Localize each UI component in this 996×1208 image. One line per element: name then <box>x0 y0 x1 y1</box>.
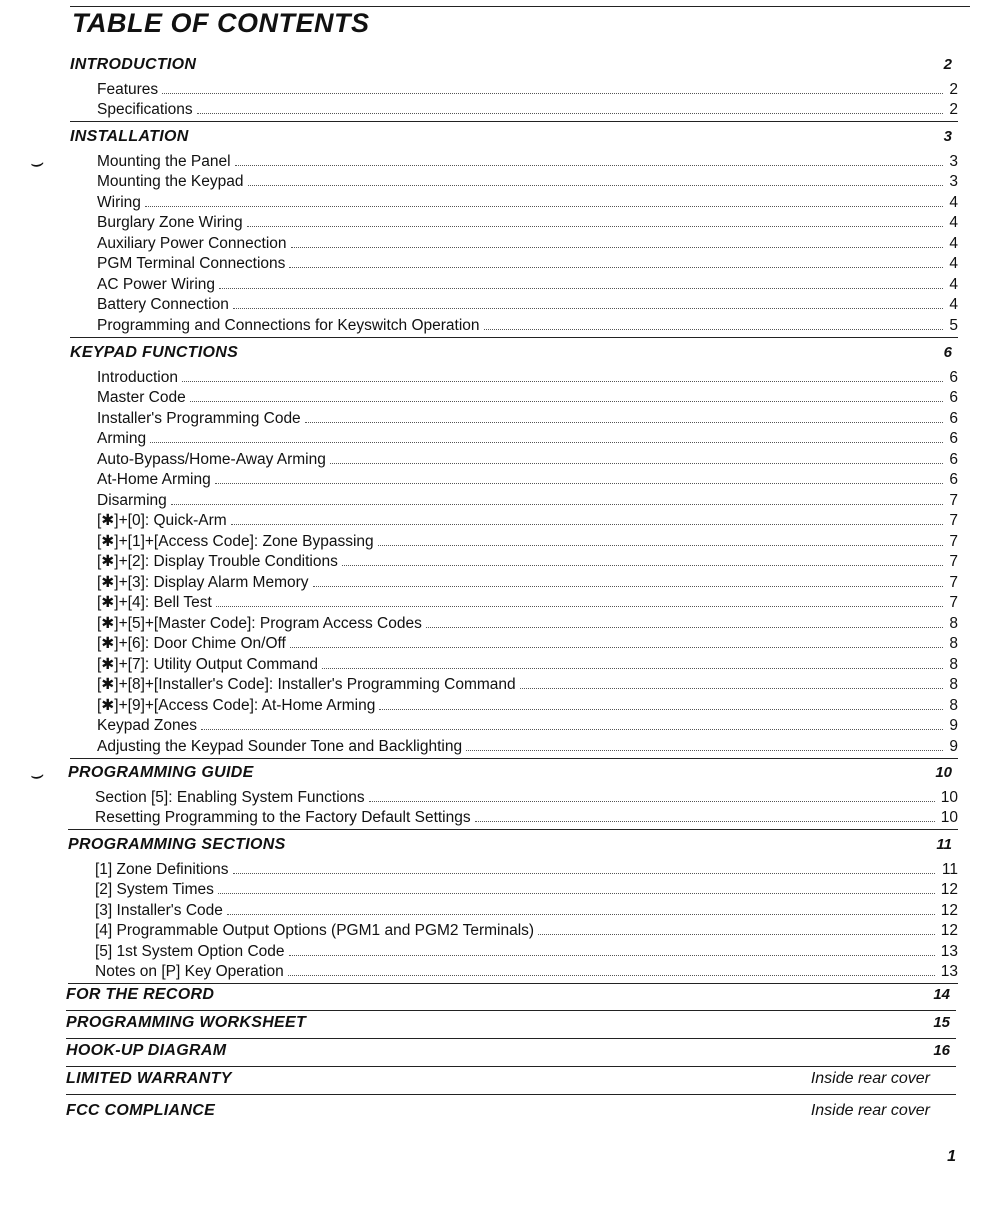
section-title: INTRODUCTION <box>70 56 197 73</box>
entry-page-number: 9 <box>949 717 958 734</box>
dot-leader <box>235 165 943 166</box>
entry-label: Arming <box>97 430 147 447</box>
section-title: LIMITED WARRANTY <box>66 1070 232 1087</box>
entry-label: Keypad Zones <box>97 717 197 734</box>
entry-label: [2] System Times <box>95 881 214 898</box>
section-heading <box>70 128 958 150</box>
entry-label: [✱]+[1]+[Access Code]: Zone Bypassing <box>97 532 374 550</box>
dot-leader <box>288 975 935 976</box>
toc-entry <box>70 694 958 715</box>
entry-page-number: 12 <box>940 881 958 898</box>
dot-leader <box>150 442 943 443</box>
section-title: HOOK-UP DIAGRAM <box>66 1042 227 1059</box>
entry-label: Installer's Programming Code <box>97 409 301 427</box>
entry-label: [✱]+[7]: Utility Output Command <box>97 655 319 673</box>
section-page-number: 16 <box>933 1042 950 1059</box>
toc-entry <box>70 212 958 233</box>
toc-entry <box>68 807 958 828</box>
entry-page-number: 9 <box>949 737 958 755</box>
entry-label: [5] 1st System Option Code <box>95 942 285 960</box>
dot-leader <box>379 709 943 710</box>
section-heading <box>68 836 958 858</box>
section-divider <box>68 829 958 830</box>
toc-section <box>70 128 958 338</box>
entry-label: Specifications <box>97 101 193 118</box>
toc-entry <box>70 273 958 294</box>
entry-label: Auxiliary Power Connection <box>97 234 287 252</box>
entry-label: Auto-Bypass/Home-Away Arming <box>97 450 326 468</box>
entry-page-number: 6 <box>949 430 958 447</box>
entry-page-number: 12 <box>940 901 958 919</box>
toc-entry <box>70 592 958 613</box>
entry-page-number: 8 <box>949 676 958 693</box>
section-heading <box>68 764 958 786</box>
dot-leader <box>313 586 943 587</box>
toc-section <box>68 836 958 984</box>
toc-entry <box>70 387 958 408</box>
entry-page-number: 4 <box>949 275 958 293</box>
toc-entry <box>70 428 958 449</box>
toc-entry <box>70 366 958 387</box>
entry-page-number: 7 <box>949 573 958 591</box>
toc-entry <box>70 469 958 490</box>
entry-label: [✱]+[2]: Display Trouble Conditions <box>97 553 338 570</box>
dot-leader <box>227 914 935 915</box>
toc-entry <box>70 571 958 592</box>
section-title: PROGRAMMING SECTIONS <box>68 836 286 853</box>
entry-label: Master Code <box>97 389 186 406</box>
dot-leader <box>330 463 943 464</box>
entry-label: Disarming <box>97 491 167 509</box>
entry-label: [4] Programmable Output Options (PGM1 and PGM2 Terminals) <box>95 922 535 939</box>
dot-leader <box>426 627 943 628</box>
toc-entry <box>70 715 958 736</box>
toc-entry <box>70 232 958 253</box>
entry-page-number: 6 <box>949 389 958 406</box>
entry-page-number: 7 <box>949 491 958 509</box>
section-page-number: 14 <box>933 986 950 1003</box>
section-heading <box>70 56 958 78</box>
toc-entry <box>70 294 958 315</box>
toc-section <box>66 1070 956 1095</box>
entry-label: [✱]+[3]: Display Alarm Memory <box>97 573 309 591</box>
toc-entry <box>70 150 958 171</box>
entry-page-number: 7 <box>949 553 958 570</box>
toc-entry <box>68 961 958 982</box>
section-divider <box>66 1010 956 1011</box>
toc-entry <box>70 448 958 469</box>
section-page-number: 6 <box>943 344 952 361</box>
toc-entry <box>70 674 958 695</box>
toc-section <box>66 986 956 1011</box>
dot-leader <box>216 606 943 607</box>
entry-label: Introduction <box>97 368 178 386</box>
top-rule <box>70 6 970 7</box>
toc-entry <box>68 786 958 807</box>
dot-leader <box>182 381 943 382</box>
toc-section <box>66 1102 956 1124</box>
toc-entry <box>70 530 958 551</box>
section-divider <box>66 1038 956 1039</box>
entry-page-number: 4 <box>949 234 958 252</box>
entry-label: AC Power Wiring <box>97 275 215 293</box>
page-title: TABLE OF CONTENTS <box>72 8 370 38</box>
toc-section <box>70 56 958 122</box>
entry-page-number: 3 <box>949 173 958 190</box>
section-heading <box>66 1102 956 1124</box>
entry-page-number: 12 <box>940 922 958 939</box>
section-heading <box>66 986 956 1008</box>
section-divider <box>66 1094 956 1095</box>
dot-leader <box>484 329 943 330</box>
section-page-number: 10 <box>935 764 952 781</box>
entry-page-number: 6 <box>949 450 958 468</box>
entry-page-number: 8 <box>949 614 958 632</box>
entry-page-number: 6 <box>949 368 958 386</box>
section-page-number: 3 <box>943 128 952 145</box>
dot-leader <box>219 288 943 289</box>
entry-page-number: 13 <box>940 963 958 980</box>
section-page-number: Inside rear cover <box>810 1070 930 1087</box>
toc-entry <box>70 633 958 654</box>
toc-entry <box>68 920 958 941</box>
toc-entry <box>68 940 958 961</box>
dot-leader <box>201 729 943 730</box>
section-page-number: 2 <box>943 56 952 73</box>
toc-section <box>66 1014 956 1039</box>
entry-label: Wiring <box>97 193 141 211</box>
dot-leader <box>145 206 943 207</box>
dot-leader <box>305 422 943 423</box>
section-heading <box>70 344 958 366</box>
toc-entry <box>70 510 958 531</box>
toc-entry <box>70 735 958 756</box>
section-divider <box>66 1066 956 1067</box>
entry-page-number: 13 <box>940 942 958 960</box>
section-title: KEYPAD FUNCTIONS <box>70 344 239 361</box>
dot-leader <box>247 226 943 227</box>
entry-page-number: 10 <box>940 809 958 826</box>
section-page-number: Inside rear cover <box>810 1102 930 1119</box>
section-divider <box>70 121 958 122</box>
entry-label: Features <box>97 80 159 98</box>
section-divider <box>70 758 958 759</box>
entry-label: [1] Zone Definitions <box>95 860 229 878</box>
entry-page-number: 11 <box>941 860 958 878</box>
dot-leader <box>215 483 943 484</box>
entry-label: [✱]+[8]+[Installer's Code]: Installer's Programming Command <box>97 676 516 693</box>
entry-page-number: 7 <box>949 594 958 611</box>
dot-leader <box>190 401 943 402</box>
entry-page-number: 8 <box>949 696 958 714</box>
toc-entry <box>68 899 958 920</box>
section-title: PROGRAMMING WORKSHEET <box>66 1014 307 1031</box>
toc-entry <box>70 314 958 335</box>
entry-page-number: 6 <box>949 471 958 488</box>
section-title: FOR THE RECORD <box>66 986 215 1003</box>
toc-entry <box>70 653 958 674</box>
entry-label: Programming and Connections for Keyswitch Operation <box>97 316 480 334</box>
entry-label: Battery Connection <box>97 296 229 313</box>
entry-page-number: 5 <box>949 316 958 334</box>
pen-mark-2: ⌣ <box>28 761 47 788</box>
entry-label: Adjusting the Keypad Sounder Tone and Backlighting <box>97 737 463 755</box>
dot-leader <box>218 893 935 894</box>
toc-entry <box>68 858 958 879</box>
toc-entry <box>70 78 958 99</box>
entry-label: Burglary Zone Wiring <box>97 214 243 231</box>
dot-leader <box>378 545 943 546</box>
dot-leader <box>197 113 943 114</box>
section-title: PROGRAMMING GUIDE <box>68 764 254 781</box>
entry-page-number: 2 <box>949 101 958 118</box>
entry-page-number: 7 <box>949 532 958 550</box>
dot-leader <box>466 750 943 751</box>
entry-page-number: 4 <box>949 214 958 231</box>
section-heading <box>66 1014 956 1036</box>
entry-label: Section [5]: Enabling System Functions <box>95 788 365 806</box>
dot-leader <box>475 821 935 822</box>
entry-label: [3] Installer's Code <box>95 901 223 919</box>
section-heading <box>66 1042 956 1064</box>
entry-page-number: 7 <box>949 512 958 529</box>
entry-label: [✱]+[4]: Bell Test <box>97 594 212 611</box>
dot-leader <box>342 565 943 566</box>
toc-entry <box>70 253 958 274</box>
entry-label: Notes on [P] Key Operation <box>95 963 284 980</box>
section-divider <box>68 983 958 984</box>
pen-mark-1: ⌣ <box>28 149 47 176</box>
dot-leader <box>520 688 943 689</box>
dot-leader <box>233 873 935 874</box>
toc-entry <box>70 191 958 212</box>
entry-page-number: 4 <box>949 255 958 272</box>
toc-entry <box>70 407 958 428</box>
toc-entry <box>70 489 958 510</box>
entry-page-number: 10 <box>940 788 958 806</box>
toc-section <box>66 1042 956 1067</box>
toc-section <box>70 344 958 759</box>
entry-page-number: 8 <box>949 655 958 673</box>
section-divider <box>70 337 958 338</box>
dot-leader <box>233 308 943 309</box>
entry-label: PGM Terminal Connections <box>97 255 286 272</box>
dot-leader <box>248 185 944 186</box>
section-title: INSTALLATION <box>70 128 189 145</box>
dot-leader <box>291 247 943 248</box>
entry-page-number: 3 <box>949 152 958 170</box>
toc-entry <box>70 612 958 633</box>
dot-leader <box>289 267 943 268</box>
toc-entry <box>70 171 958 192</box>
toc-entry <box>68 879 958 900</box>
section-heading <box>66 1070 956 1092</box>
entry-label: [✱]+[6]: Door Chime On/Off <box>97 635 286 652</box>
entry-page-number: 4 <box>949 296 958 313</box>
dot-leader <box>171 504 943 505</box>
dot-leader <box>322 668 943 669</box>
dot-leader <box>290 647 943 648</box>
dot-leader <box>231 524 943 525</box>
toc-section <box>68 764 958 830</box>
dot-leader <box>369 801 935 802</box>
dot-leader <box>538 934 935 935</box>
section-page-number: 11 <box>936 836 952 853</box>
toc-entry <box>70 99 958 120</box>
entry-page-number: 4 <box>949 193 958 211</box>
entry-page-number: 2 <box>949 80 958 98</box>
entry-label: Resetting Programming to the Factory Default Settings <box>95 809 471 826</box>
section-title: FCC COMPLIANCE <box>66 1102 216 1119</box>
entry-page-number: 8 <box>949 635 958 652</box>
section-page-number: 15 <box>933 1014 950 1031</box>
entry-label: At-Home Arming <box>97 471 211 488</box>
entry-label: [✱]+[0]: Quick-Arm <box>97 512 227 529</box>
entry-label: Mounting the Panel <box>97 152 231 170</box>
dot-leader <box>162 93 943 94</box>
toc-entry <box>70 551 958 572</box>
page-number: 1 <box>947 1148 956 1165</box>
entry-page-number: 6 <box>949 409 958 427</box>
entry-label: [✱]+[9]+[Access Code]: At-Home Arming <box>97 696 376 714</box>
dot-leader <box>289 955 935 956</box>
entry-label: Mounting the Keypad <box>97 173 244 190</box>
entry-label: [✱]+[5]+[Master Code]: Program Access Codes <box>97 614 422 632</box>
